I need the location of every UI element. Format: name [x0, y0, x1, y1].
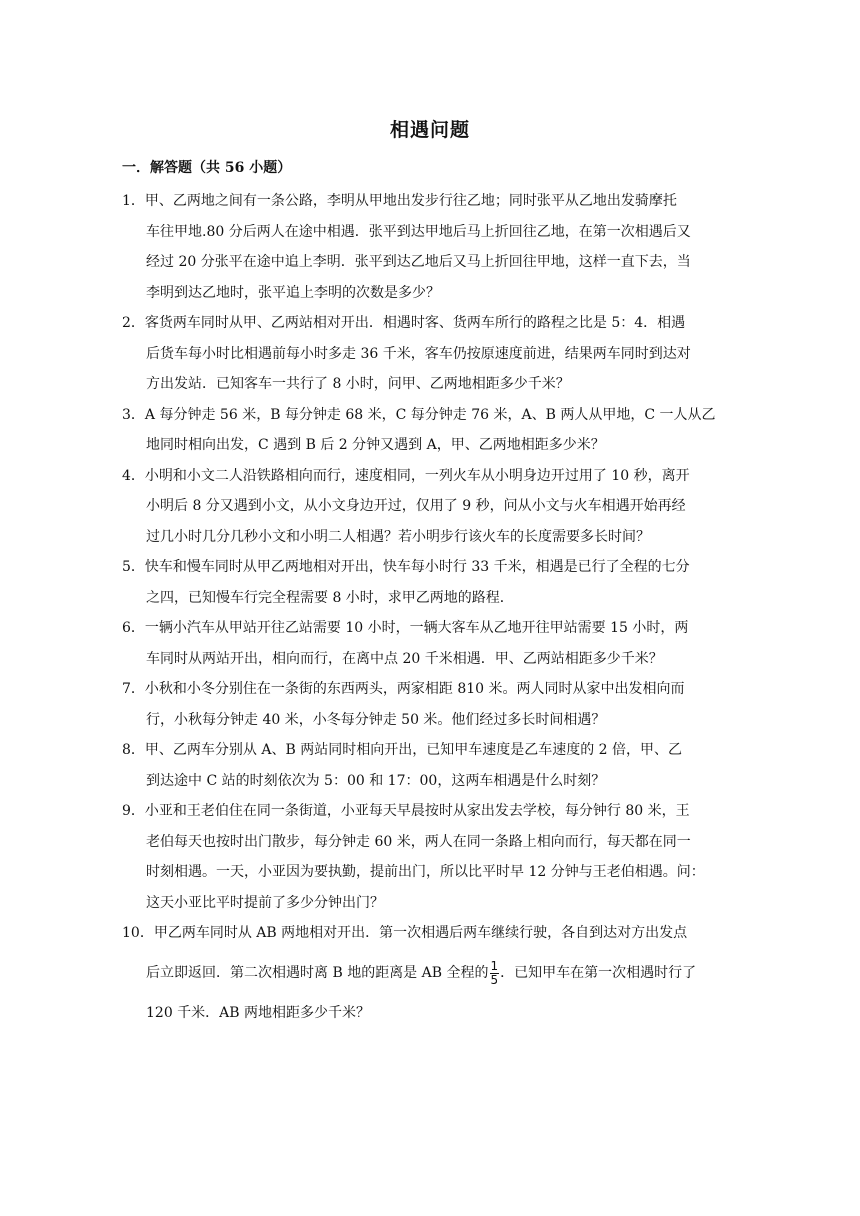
question-line: 这天小亚比平时提前了多少分钟出门？ [146, 894, 384, 911]
question-line: 后立即返回．第二次相遇时离 B 地的距离是 AB 全程的 $\frac{1}{5}$ ．已知甲车在第一次相遇时行了 [146, 958, 697, 987]
question-line: 10．甲乙两车同时从 AB 两地相对开出．第一次相遇后两车继续行驶，各自到达对方出发点 [122, 925, 688, 941]
question-number: 10． [122, 925, 154, 941]
question-number: 8． [122, 742, 145, 758]
question-number: 1． [122, 193, 145, 209]
question-8 [122, 735, 737, 796]
question-line: 5．快车和慢车同时从甲乙两地相对开出，快车每小时行 33 千米，相遇是已行了全程的七分 [122, 559, 690, 575]
question-line: 7．小秋和小冬分别住在一条街的东西两头，两家相距 810 米。两人同时从家中出发相向而 [122, 681, 685, 697]
question-line: 车往甲地.80 分后两人在途中相遇．张平到达甲地后马上折回往乙地，在第一次相遇后又 [146, 223, 691, 240]
question-line: 后货车每小时比相遇前每小时多走 36 千米，客车仍按原速度前进，结果两车同时到达对 [146, 345, 691, 362]
question-line: 1．甲、乙两地之间有一条公路，李明从甲地出发步行往乙地；同时张平从乙地出发骑摩托 [122, 193, 677, 209]
fraction-denominator: 5 [490, 972, 499, 987]
question-line: 老伯每天也按时出门散步，每分钟走 60 米，两人在同一条路上相向而行，每天都在同一 [146, 833, 691, 850]
question-line: 地同时相向出发，C 遇到 B 后 2 分钟又遇到 A，甲、乙两地相距多少米？ [146, 437, 605, 453]
question-line: 120 千米．AB 两地相距多少千米？ [146, 1005, 371, 1021]
question-1 [122, 186, 737, 308]
question-line: 经过 20 分张平在途中追上李明．张平到达乙地后又马上折回往甲地，这样一直下去，当 [146, 254, 691, 270]
section-heading: 一．解答题（共 56 小题） [122, 160, 292, 176]
question-line: 4．小明和小文二人沿铁路相向而行，速度相同，一列火车从小明身边开过用了 10 秒，离开 [122, 467, 690, 484]
question-5 [122, 552, 737, 613]
page-title: 相遇问题 [389, 119, 470, 141]
question-line: 到达途中 C 站的时刻依次为 5：00 和 17：00，这两车相遇是什么时刻？ [146, 772, 606, 789]
question-list [122, 186, 737, 1029]
question-line: 9．小亚和王老伯住在同一条街道，小亚每天早晨按时从家出发去学校，每分钟行 80 米，王 [122, 803, 690, 819]
question-line: 6．一辆小汽车从甲站开往乙站需要 10 小时，一辆大客车从乙地开往甲站需要 15 小时，两 [122, 620, 689, 636]
question-number: 9． [122, 803, 145, 819]
question-number: 5． [122, 559, 145, 575]
question-line: 时刻相遇。一天，小亚因为要执勤，提前出门，所以比平时早 12 分钟与王老伯相遇。问： [146, 864, 705, 880]
question-line: 2．客货两车同时从甲、乙两站相对开出．相遇时客、货两车所行的路程之比是 5：4．相遇 [122, 315, 686, 331]
question-line: 8．甲、乙两车分别从 A、B 两站同时相向开出，已知甲车速度是乙车速度的 2 倍，甲、乙 [122, 742, 683, 758]
question-line: 车同时从两站开出，相向而行，在离中点 20 千米相遇．甲、乙两站相距多少千米？ [146, 650, 663, 667]
question-number: 4． [122, 467, 145, 484]
question-7 [122, 674, 737, 735]
question-10 [122, 918, 737, 1029]
question-number: 2． [122, 315, 145, 331]
question-line: 小明后 8 分又遇到小文，从小文身边开过，仅用了 9 秒，问从小文与火车相遇开始再经 [146, 498, 686, 514]
question-9 [122, 796, 737, 918]
question-line: 方出发站．已知客车一共行了 8 小时，问甲、乙两地相距多少千米？ [146, 376, 570, 392]
question-number: 3． [122, 406, 145, 423]
question-2 [122, 308, 737, 400]
question-line: 过几小时几分几秒小文和小明二人相遇？若小明步行该火车的长度需要多长时间？ [146, 528, 650, 545]
question-6 [122, 613, 737, 674]
question-4 [122, 461, 737, 553]
fraction-numerator: 1 [490, 958, 499, 973]
question-line: 李明到达乙地时，张平追上李明的次数是多少？ [146, 284, 440, 301]
question-line: 行，小秋每分钟走 40 米，小冬每分钟走 50 米。他们经过多长时间相遇？ [146, 711, 606, 728]
question-number: 6． [122, 620, 145, 636]
question-3 [122, 400, 737, 461]
question-line: 3．A 每分钟走 56 米，B 每分钟走 68 米，C 每分钟走 76 米，A、B 两人从甲地，C 一人从乙 [122, 406, 716, 423]
question-line: 之四，已知慢车行完全程需要 8 小时，求甲乙两地的路程． [146, 589, 514, 606]
question-number: 7． [122, 681, 145, 697]
fraction [490, 960, 500, 987]
